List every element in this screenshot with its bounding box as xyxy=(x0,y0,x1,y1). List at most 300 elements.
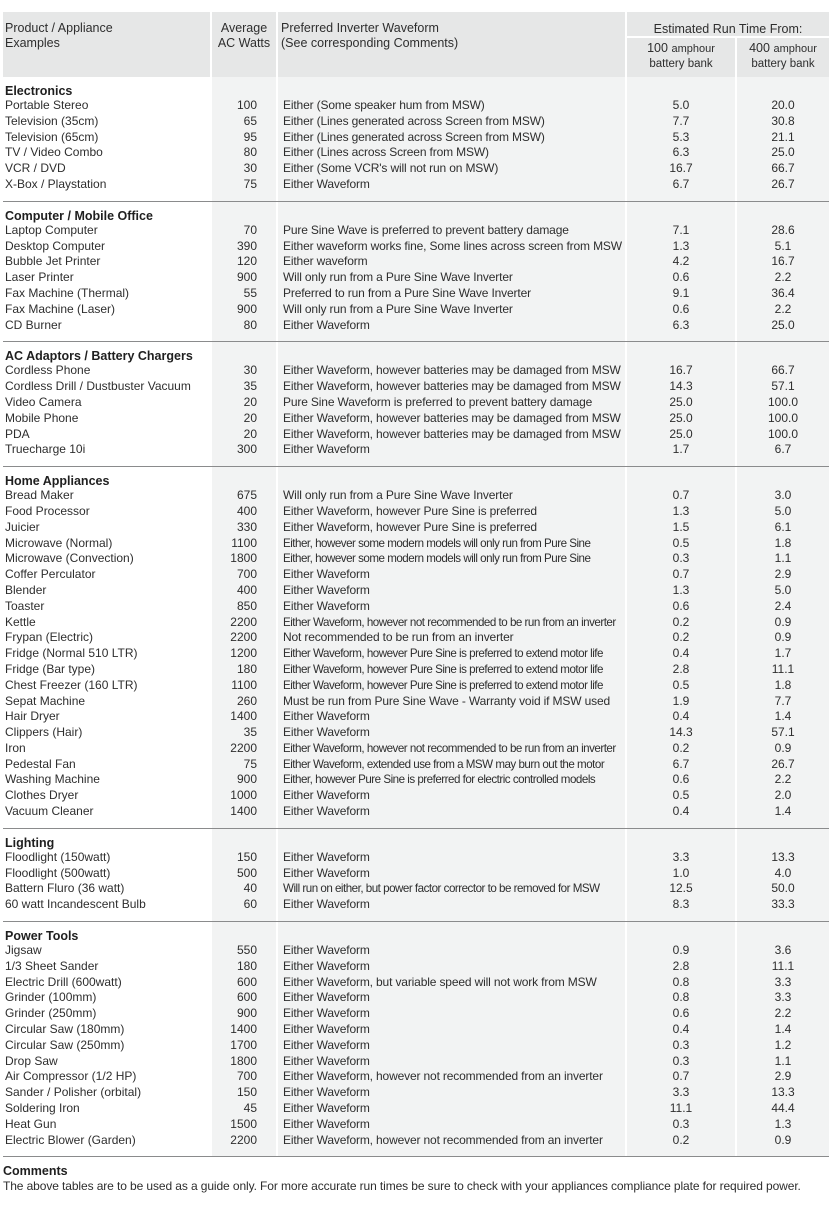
row-waveform-comment: Either Waveform, however batteries may be damaged from MSW xyxy=(283,410,621,425)
row-watts: 300 xyxy=(236,442,257,457)
row-runtime-400ah: 7.7 xyxy=(774,693,792,708)
row-waveform-comment: Either Waveform xyxy=(283,1037,370,1052)
row-product-name: Portable Stereo xyxy=(5,98,89,112)
table-row xyxy=(3,990,829,1006)
row-watts: 1100 xyxy=(231,677,257,692)
row-waveform-comment: Either Waveform xyxy=(283,865,370,880)
row-watts: 150 xyxy=(236,1085,257,1100)
row-product-name: Microwave (Normal) xyxy=(5,535,113,550)
row-runtime-100ah: 0.4 xyxy=(672,1022,690,1037)
row-product-name: Circular Saw (250mm) xyxy=(5,1037,125,1052)
row-runtime-400ah: 4.0 xyxy=(774,865,792,880)
row-waveform-comment: Either Waveform, however batteries may be damaged from MSW xyxy=(283,379,621,394)
row-watts: 260 xyxy=(236,693,257,708)
row-runtime-100ah: 1.9 xyxy=(672,693,690,708)
table-row xyxy=(3,709,829,725)
row-runtime-100ah: 5.0 xyxy=(672,98,690,112)
table-row xyxy=(3,504,829,520)
row-runtime-400ah: 2.2 xyxy=(774,772,792,787)
section-title: Power Tools xyxy=(5,929,79,944)
row-product-name: Vacuum Cleaner xyxy=(5,804,94,819)
row-runtime-400ah: 100.0 xyxy=(767,426,799,441)
row-runtime-100ah: 0.4 xyxy=(672,709,690,724)
row-watts: 2200 xyxy=(230,740,257,755)
row-watts: 70 xyxy=(243,222,257,237)
row-runtime-400ah: 11.1 xyxy=(771,661,795,676)
row-product-name: Grinder (100mm) xyxy=(5,990,97,1005)
row-runtime-400ah: 44.4 xyxy=(771,1101,795,1116)
section-title: Electronics xyxy=(5,84,73,98)
row-runtime-400ah: 100.0 xyxy=(767,410,799,425)
row-watts: 900 xyxy=(236,772,257,787)
row-watts: 100 xyxy=(236,98,257,112)
row-product-name: Sander / Polisher (orbital) xyxy=(5,1085,142,1100)
table-row xyxy=(3,1101,829,1117)
row-runtime-100ah: 5.3 xyxy=(672,129,690,144)
row-runtime-100ah: 6.3 xyxy=(672,145,690,160)
row-runtime-100ah: 0.6 xyxy=(672,1006,690,1021)
table-row xyxy=(3,959,829,975)
row-runtime-400ah: 3.0 xyxy=(774,488,792,503)
row-waveform-comment: Either Waveform xyxy=(283,943,370,958)
row-runtime-400ah: 1.2 xyxy=(774,1037,792,1052)
row-runtime-100ah: 1.3 xyxy=(672,238,690,253)
row-waveform-comment: Either Waveform xyxy=(283,1101,370,1116)
row-runtime-100ah: 1.0 xyxy=(672,865,690,880)
row-watts: 400 xyxy=(236,503,257,518)
row-product-name: 1/3 Sheet Sander xyxy=(5,958,99,973)
row-product-name: VCR / DVD xyxy=(5,161,66,176)
row-runtime-100ah: 25.0 xyxy=(669,426,693,441)
table-row xyxy=(3,1054,829,1070)
header-watts xyxy=(212,12,276,77)
row-runtime-400ah: 2.9 xyxy=(774,1069,792,1084)
row-watts: 1500 xyxy=(230,1116,257,1131)
row-runtime-400ah: 1.8 xyxy=(774,535,792,550)
row-runtime-400ah: 5.0 xyxy=(774,503,792,518)
row-product-name: Pedestal Fan xyxy=(5,756,76,771)
row-runtime-400ah: 2.4 xyxy=(774,598,792,613)
row-watts: 400 xyxy=(236,582,257,597)
row-waveform-comment: Either Waveform xyxy=(283,1022,370,1037)
row-runtime-100ah: 0.6 xyxy=(672,598,690,613)
row-runtime-100ah: 0.4 xyxy=(672,646,690,661)
row-runtime-400ah: 6.1 xyxy=(774,519,792,534)
table-row xyxy=(3,1085,829,1101)
row-runtime-100ah: 0.8 xyxy=(672,974,690,989)
row-runtime-400ah: 0.9 xyxy=(774,740,792,755)
table-row xyxy=(3,114,829,130)
row-product-name: Fax Machine (Laser) xyxy=(5,301,116,316)
row-runtime-400ah: 0.9 xyxy=(774,630,792,645)
table-row xyxy=(3,318,829,334)
row-watts: 900 xyxy=(236,1006,257,1021)
row-waveform-comment: Either Waveform xyxy=(283,897,370,912)
row-waveform-comment: Either, however some modern models will only run from Pure Sine xyxy=(283,552,591,566)
row-watts: 20 xyxy=(243,394,257,409)
row-runtime-100ah: 0.2 xyxy=(672,740,690,755)
row-runtime-400ah: 28.6 xyxy=(771,222,795,237)
row-runtime-400ah: 25.0 xyxy=(771,317,795,332)
header-product-line1: Product / Appliance xyxy=(5,21,113,35)
row-runtime-100ah: 0.5 xyxy=(672,535,690,550)
row-watts: 1400 xyxy=(230,804,257,819)
row-watts: 1400 xyxy=(230,1022,257,1037)
row-runtime-100ah: 0.6 xyxy=(672,301,690,316)
row-waveform-comment: Either Waveform, however not recommended to be run from an inverter xyxy=(283,741,616,755)
row-runtime-400ah: 11.1 xyxy=(771,958,795,973)
row-product-name: Laser Printer xyxy=(5,270,74,285)
row-waveform-comment: Either Waveform xyxy=(283,804,370,819)
row-watts: 675 xyxy=(236,488,257,503)
comments-title: Comments xyxy=(3,1164,68,1178)
row-waveform-comment: Preferred to run from a Pure Sine Wave Inverter xyxy=(283,285,531,300)
row-runtime-100ah: 0.7 xyxy=(672,1069,690,1084)
row-waveform-comment: Either waveform works fine, Some lines across screen from MSW xyxy=(283,238,622,253)
row-waveform-comment: Either Waveform xyxy=(283,725,370,740)
row-product-name: Cordless Drill / Dustbuster Vacuum xyxy=(5,379,191,394)
row-watts: 700 xyxy=(236,1069,257,1084)
table-row xyxy=(3,646,829,662)
table-row xyxy=(3,239,829,255)
row-product-name: Blender xyxy=(5,582,47,597)
table-row xyxy=(3,379,829,395)
row-waveform-comment: Either Waveform, however batteries may be damaged from MSW xyxy=(283,426,621,441)
row-runtime-100ah: 0.3 xyxy=(672,1037,690,1052)
row-runtime-400ah: 2.0 xyxy=(774,788,792,803)
row-product-name: 60 watt Incandescent Bulb xyxy=(5,897,146,912)
row-runtime-100ah: 16.7 xyxy=(669,161,693,176)
row-runtime-100ah: 16.7 xyxy=(669,363,693,378)
row-product-name: Circular Saw (180mm) xyxy=(5,1022,125,1037)
row-watts: 1800 xyxy=(230,1053,257,1068)
row-watts: 75 xyxy=(243,176,257,191)
row-runtime-100ah: 0.7 xyxy=(672,567,690,582)
row-waveform-comment: Pure Sine Waveform is preferred to prevent battery damage xyxy=(283,394,593,409)
row-runtime-400ah: 1.1 xyxy=(774,1053,792,1068)
row-product-name: Television (35cm) xyxy=(5,113,99,128)
header-product-line2: Examples xyxy=(5,36,60,50)
comments-body: The above tables are to be used as a guide only. For more accurate run times be sure to check with your appliances compliance plate for required power. xyxy=(3,1179,801,1193)
section-title: Home Appliances xyxy=(5,474,110,489)
table-row xyxy=(3,741,829,757)
table-row xyxy=(3,520,829,536)
table-row xyxy=(3,363,829,379)
header-100ah-line2: battery bank xyxy=(649,58,713,70)
row-watts: 1000 xyxy=(230,788,257,803)
header-waveform-line1: Preferred Inverter Waveform xyxy=(281,21,439,35)
row-runtime-100ah: 3.3 xyxy=(672,849,690,864)
row-runtime-400ah: 6.7 xyxy=(774,442,792,457)
row-product-name: X-Box / Playstation xyxy=(5,176,107,191)
table-row xyxy=(3,130,829,146)
row-runtime-400ah: 2.9 xyxy=(774,567,792,582)
row-waveform-comment: Will only run from a Pure Sine Wave Inverter xyxy=(283,270,513,285)
row-watts: 80 xyxy=(243,145,257,160)
row-runtime-400ah: 3.3 xyxy=(774,974,792,989)
row-runtime-100ah: 8.3 xyxy=(672,897,690,912)
row-runtime-100ah: 7.1 xyxy=(672,222,690,237)
header-waveform xyxy=(278,12,625,77)
row-watts: 45 xyxy=(243,1101,257,1116)
table-row xyxy=(3,583,829,599)
row-runtime-100ah: 0.8 xyxy=(672,990,690,1005)
table-row xyxy=(3,551,829,567)
table-row xyxy=(3,881,829,897)
row-waveform-comment: Will only run from a Pure Sine Wave Inverter xyxy=(283,488,513,503)
row-product-name: Washing Machine xyxy=(5,772,100,787)
row-runtime-400ah: 57.1 xyxy=(771,379,795,394)
table-row xyxy=(3,1038,829,1054)
row-watts: 20 xyxy=(243,410,257,425)
row-runtime-100ah: 14.3 xyxy=(669,379,693,394)
row-product-name: Video Camera xyxy=(5,394,82,409)
table-row xyxy=(3,757,829,773)
row-product-name: CD Burner xyxy=(5,317,62,332)
table-row xyxy=(3,897,829,913)
row-runtime-400ah: 25.0 xyxy=(771,145,795,160)
row-waveform-comment: Either Waveform, but variable speed will not work from MSW xyxy=(283,974,597,989)
row-runtime-400ah: 30.8 xyxy=(771,113,795,128)
row-runtime-400ah: 26.7 xyxy=(771,176,795,191)
row-runtime-100ah: 0.2 xyxy=(672,1132,690,1147)
row-watts: 30 xyxy=(243,363,257,378)
table-row xyxy=(3,442,829,458)
row-watts: 180 xyxy=(236,661,257,676)
row-runtime-100ah: 1.3 xyxy=(672,503,690,518)
row-watts: 700 xyxy=(236,567,257,582)
row-runtime-100ah: 6.7 xyxy=(672,176,690,191)
row-waveform-comment: Either Waveform, however Pure Sine is preferred xyxy=(283,519,537,534)
table-row xyxy=(3,395,829,411)
row-watts: 75 xyxy=(243,756,257,771)
row-waveform-comment: Either Waveform xyxy=(283,709,370,724)
row-waveform-comment: Either Waveform xyxy=(283,567,370,582)
row-product-name: Juicier xyxy=(5,519,40,534)
header-watts-line2: AC Watts xyxy=(217,36,271,50)
row-watts: 35 xyxy=(243,725,257,740)
table-row xyxy=(3,145,829,161)
table-section xyxy=(3,342,829,467)
row-waveform-comment: Either Waveform xyxy=(283,788,370,803)
row-runtime-100ah: 6.7 xyxy=(672,756,690,771)
row-runtime-400ah: 16.7 xyxy=(771,254,795,269)
row-runtime-100ah: 0.3 xyxy=(672,1116,690,1131)
row-runtime-100ah: 0.6 xyxy=(672,772,690,787)
row-watts: 390 xyxy=(236,238,257,253)
row-product-name: Floodlight (500watt) xyxy=(5,865,111,880)
row-runtime-100ah: 14.3 xyxy=(669,725,693,740)
row-waveform-comment: Either (Lines across Screen from MSW) xyxy=(283,145,489,160)
table-row xyxy=(3,270,829,286)
row-waveform-comment: Must be run from Pure Sine Wave - Warranty void if MSW used xyxy=(283,693,611,708)
table-row xyxy=(3,302,829,318)
header-runtime-title: Estimated Run Time From: xyxy=(627,12,829,36)
row-runtime-100ah: 1.5 xyxy=(672,519,690,534)
row-product-name: Television (65cm) xyxy=(5,129,99,144)
row-product-name: Fridge (Bar type) xyxy=(5,661,96,676)
header-400ah-number: 400 xyxy=(749,41,770,55)
row-runtime-100ah: 7.7 xyxy=(672,113,690,128)
row-watts: 600 xyxy=(236,974,257,989)
row-runtime-100ah: 0.3 xyxy=(672,1053,690,1068)
row-runtime-400ah: 0.9 xyxy=(774,1132,792,1147)
table-row xyxy=(3,536,829,552)
table-row xyxy=(3,678,829,694)
row-runtime-100ah: 6.3 xyxy=(672,317,690,332)
table-row xyxy=(3,1117,829,1133)
row-product-name: Truecharge 10i xyxy=(5,442,86,457)
table-row xyxy=(3,286,829,302)
table-row xyxy=(3,694,829,710)
row-watts: 1700 xyxy=(230,1037,257,1052)
table-row xyxy=(3,427,829,443)
row-watts: 550 xyxy=(236,943,257,958)
row-product-name: Jigsaw xyxy=(5,943,42,958)
table-row xyxy=(3,850,829,866)
row-watts: 1100 xyxy=(231,535,257,550)
row-runtime-400ah: 1.1 xyxy=(774,551,792,566)
row-runtime-400ah: 1.8 xyxy=(774,677,792,692)
row-watts: 20 xyxy=(243,426,257,441)
row-runtime-400ah: 50.0 xyxy=(771,881,795,896)
row-runtime-400ah: 1.4 xyxy=(774,804,792,819)
row-runtime-400ah: 5.0 xyxy=(774,582,792,597)
row-runtime-400ah: 13.3 xyxy=(771,1085,795,1100)
row-watts: 1800 xyxy=(230,551,257,566)
row-runtime-100ah: 0.5 xyxy=(672,788,690,803)
row-watts: 35 xyxy=(243,379,257,394)
row-runtime-100ah: 0.4 xyxy=(672,804,690,819)
row-waveform-comment: Either Waveform xyxy=(283,1006,370,1021)
row-waveform-comment: Either Waveform xyxy=(283,990,370,1005)
header-400ah xyxy=(737,38,829,77)
row-waveform-comment: Either Waveform, however Pure Sine is preferred xyxy=(283,503,537,518)
row-product-name: Soldering Iron xyxy=(5,1101,80,1116)
row-runtime-400ah: 2.2 xyxy=(774,270,792,285)
row-watts: 2200 xyxy=(230,630,257,645)
row-waveform-comment: Either Waveform, however not recommended from an inverter xyxy=(283,1132,603,1147)
row-product-name: Frypan (Electric) xyxy=(5,630,94,645)
section-title: AC Adaptors / Battery Chargers xyxy=(5,349,193,364)
row-watts: 55 xyxy=(243,285,257,300)
row-runtime-400ah: 2.2 xyxy=(774,1006,792,1021)
row-runtime-400ah: 2.2 xyxy=(774,301,792,316)
row-product-name: Bubble Jet Printer xyxy=(5,254,101,269)
table-row xyxy=(3,488,829,504)
row-product-name: Sepat Machine xyxy=(5,693,86,708)
row-watts: 2200 xyxy=(230,1132,257,1147)
row-watts: 1400 xyxy=(230,709,257,724)
table-row xyxy=(3,975,829,991)
row-watts: 500 xyxy=(236,865,257,880)
header-400ah-line2: battery bank xyxy=(751,58,815,70)
row-runtime-100ah: 12.5 xyxy=(669,881,693,896)
row-product-name: TV / Video Combo xyxy=(5,145,103,160)
row-product-name: PDA xyxy=(5,426,30,441)
row-waveform-comment: Either (Some speaker hum from MSW) xyxy=(283,98,485,112)
table-row xyxy=(3,1022,829,1038)
row-waveform-comment: Either Waveform xyxy=(283,176,370,191)
row-product-name: Drop Saw xyxy=(5,1053,58,1068)
row-waveform-comment: Either (Lines generated across Screen from MSW) xyxy=(283,113,545,128)
header-watts-line1: Average xyxy=(220,21,268,35)
header-100ah-unit: amphour xyxy=(671,43,715,55)
row-waveform-comment: Either Waveform, extended use from a MSW may burn out the motor xyxy=(283,757,605,771)
row-waveform-comment: Not recommended to be run from an inverter xyxy=(283,630,514,645)
row-product-name: Food Processor xyxy=(5,503,90,518)
row-runtime-400ah: 1.4 xyxy=(774,709,792,724)
row-runtime-100ah: 11.1 xyxy=(669,1101,693,1116)
table-header xyxy=(3,12,829,77)
row-waveform-comment: Either Waveform, however Pure Sine is preferred to extend motor life xyxy=(283,662,603,676)
row-runtime-100ah: 1.7 xyxy=(672,442,690,457)
section-title: Lighting xyxy=(5,835,55,850)
table-section xyxy=(3,467,829,829)
row-product-name: Coffer Perculator xyxy=(5,567,96,582)
row-runtime-400ah: 1.7 xyxy=(774,646,792,661)
row-product-name: Cordless Phone xyxy=(5,363,91,378)
row-runtime-100ah: 0.9 xyxy=(672,943,690,958)
table-row xyxy=(3,662,829,678)
row-waveform-comment: Either Waveform xyxy=(283,849,370,864)
table-row xyxy=(3,943,829,959)
row-watts: 900 xyxy=(236,301,257,316)
table-row xyxy=(3,1006,829,1022)
header-product xyxy=(3,12,210,77)
row-product-name: Mobile Phone xyxy=(5,410,79,425)
row-waveform-comment: Either Waveform, however not recommended from an inverter xyxy=(283,1069,603,1084)
appliance-runtime-table xyxy=(3,12,829,1157)
row-product-name: Fridge (Normal 510 LTR) xyxy=(5,646,138,661)
row-runtime-400ah: 1.3 xyxy=(774,1116,792,1131)
row-runtime-100ah: 1.3 xyxy=(672,582,690,597)
table-row xyxy=(3,804,829,820)
header-waveform-line2: (See corresponding Comments) xyxy=(281,36,459,50)
row-watts: 600 xyxy=(236,990,257,1005)
row-waveform-comment: Either Waveform, however Pure Sine is preferred to extend motor life xyxy=(283,678,603,692)
table-row xyxy=(3,1069,829,1085)
row-runtime-400ah: 0.9 xyxy=(774,614,792,629)
row-product-name: Floodlight (150watt) xyxy=(5,849,111,864)
row-waveform-comment: Either Waveform, however Pure Sine is preferred to extend motor life xyxy=(283,647,603,661)
row-product-name: Hair Dryer xyxy=(5,709,60,724)
table-section xyxy=(3,922,829,1157)
row-runtime-400ah: 36.4 xyxy=(771,285,795,300)
row-product-name: Clothes Dryer xyxy=(5,788,79,803)
row-waveform-comment: Either Waveform xyxy=(283,1116,370,1131)
table-row xyxy=(3,411,829,427)
row-waveform-comment: Either Waveform xyxy=(283,442,370,457)
row-watts: 40 xyxy=(243,881,257,896)
header-100ah xyxy=(627,38,735,77)
row-runtime-400ah: 3.6 xyxy=(774,943,792,958)
row-runtime-100ah: 2.8 xyxy=(672,661,690,676)
row-product-name: Toaster xyxy=(5,598,45,613)
row-product-name: Desktop Computer xyxy=(5,238,106,253)
row-watts: 2200 xyxy=(230,614,257,629)
row-product-name: Electric Drill (600watt) xyxy=(5,974,122,989)
row-product-name: Microwave (Convection) xyxy=(5,551,134,566)
row-runtime-400ah: 20.0 xyxy=(771,98,795,112)
table-sections xyxy=(3,77,829,1157)
row-product-name: Laptop Computer xyxy=(5,222,98,237)
row-runtime-100ah: 2.8 xyxy=(672,958,690,973)
row-watts: 65 xyxy=(243,113,257,128)
row-product-name: Chest Freezer (160 LTR) xyxy=(5,677,138,692)
row-watts: 30 xyxy=(243,161,257,176)
row-runtime-400ah: 66.7 xyxy=(771,161,795,176)
